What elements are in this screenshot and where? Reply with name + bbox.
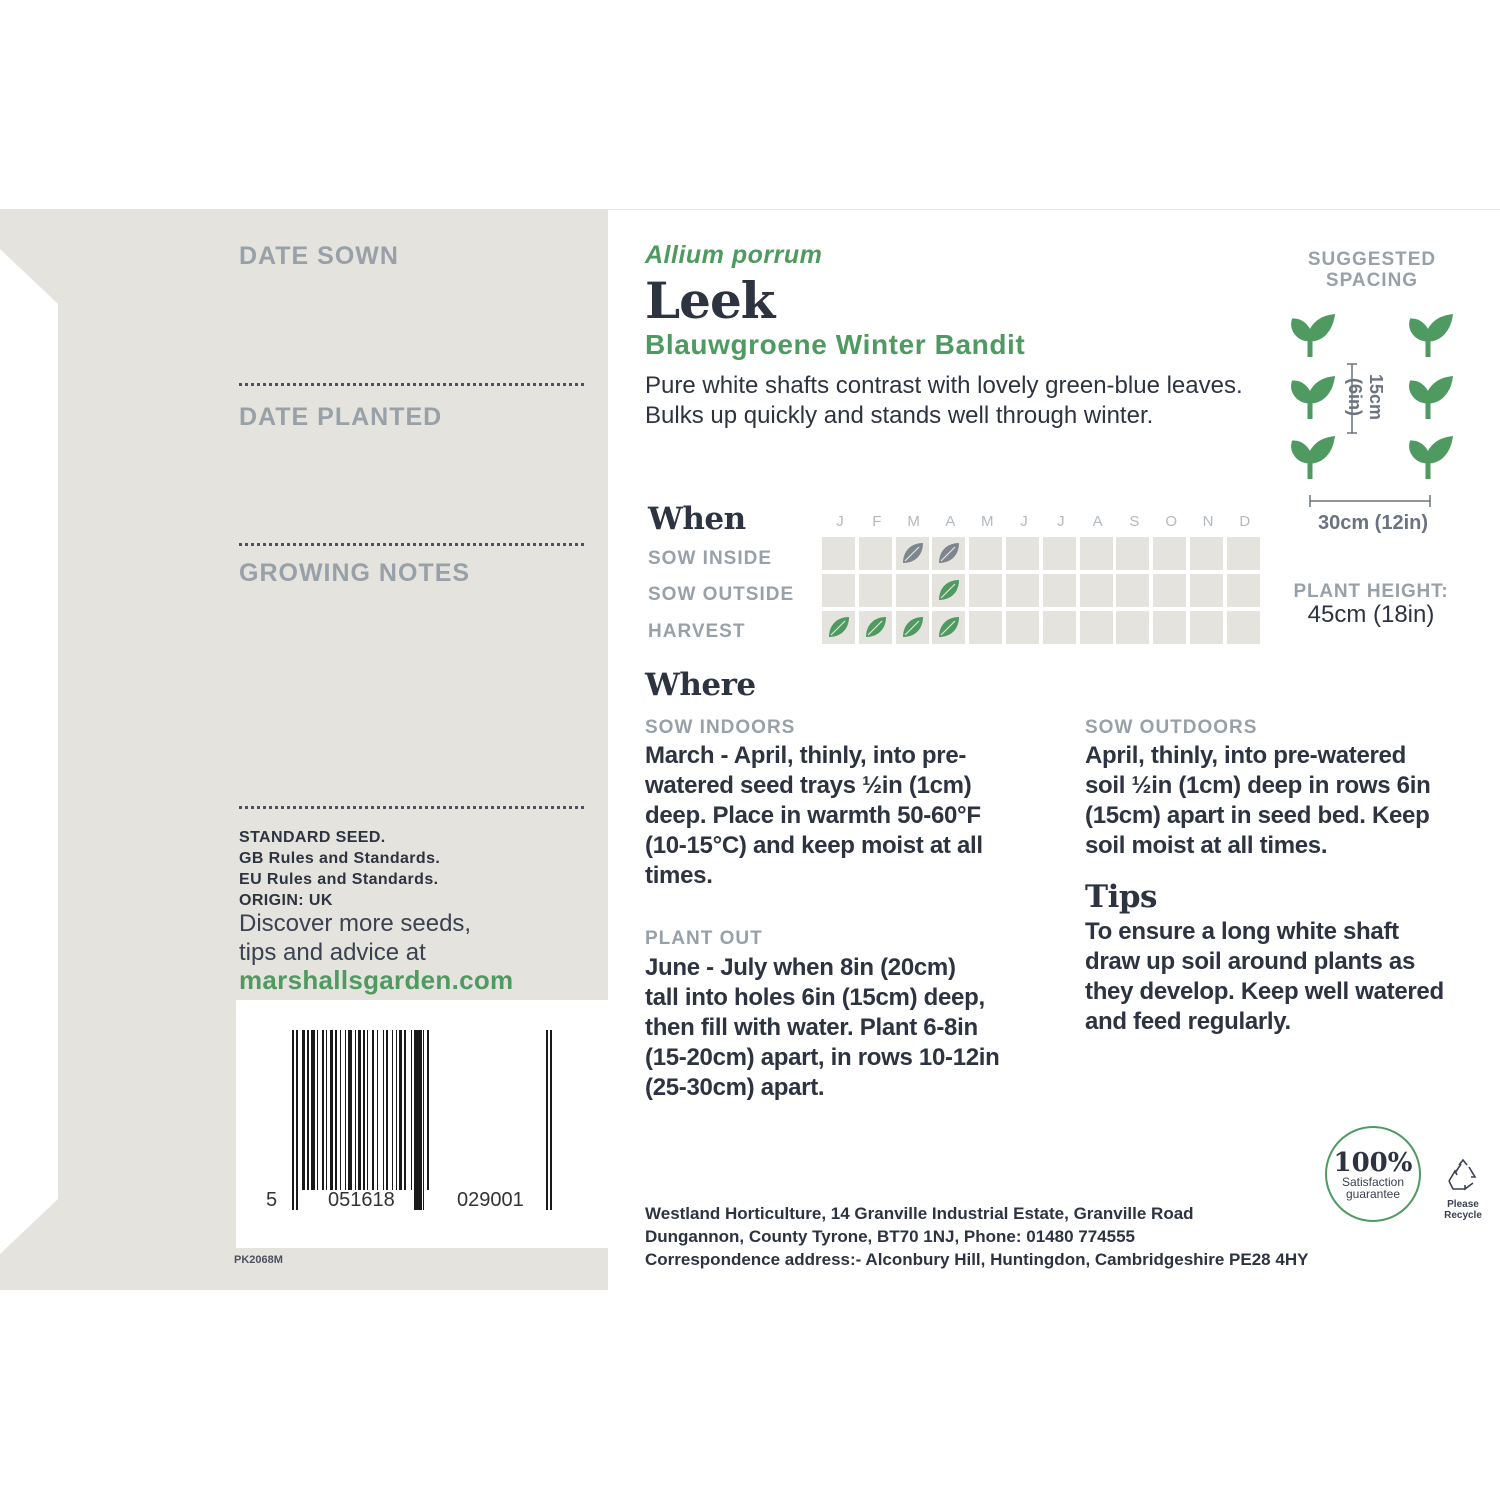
text-line: then fill with water. Plant 6-8in <box>645 1014 978 1041</box>
calendar-cell <box>859 611 892 644</box>
month-label: M <box>980 513 994 530</box>
badge-percent: 100% <box>1333 1148 1413 1178</box>
barcode-bar <box>396 1030 397 1190</box>
spacing-label <box>1292 249 1452 291</box>
calendar-cell <box>822 611 855 644</box>
barcode-bar <box>345 1030 346 1190</box>
barcode-digits-left: 051618 <box>328 1189 395 1211</box>
address-line: Correspondence address:- Alconbury Hill, Huntingdon, Cambridgeshire PE28 4HY <box>645 1250 1309 1269</box>
barcode-digit-lead: 5 <box>266 1189 278 1211</box>
leaf-icon <box>864 615 888 639</box>
text-line: To ensure a long white shaft <box>1085 918 1399 945</box>
plant-height-label: PLANT HEIGHT: <box>1293 581 1449 602</box>
barcode-bar <box>307 1030 309 1190</box>
month-header <box>822 513 1262 533</box>
barcode-bar <box>355 1030 356 1190</box>
barcode-bar <box>367 1030 368 1190</box>
harvest-label: HARVEST <box>648 621 746 642</box>
calendar-cell <box>822 537 855 570</box>
discover-line: tips and advice at <box>239 939 426 966</box>
growing-notes-label: GROWING NOTES <box>239 559 471 587</box>
spacing-label-line: SUGGESTED <box>1307 249 1437 270</box>
sow-indoors-label: SOW INDOORS <box>645 717 796 738</box>
barcode-guard-bar <box>296 1030 298 1210</box>
text-line: (10-15°C) and keep moist at all <box>645 832 983 859</box>
leaf-icon <box>827 615 851 639</box>
recycle-mark <box>1440 1159 1486 1221</box>
leaf-icon <box>901 615 925 639</box>
text-line: soil ½in (1cm) deep in rows 6in <box>1085 772 1431 799</box>
text-line: (15cm) apart in seed bed. Keep <box>1085 802 1430 829</box>
calendar-cell <box>1116 537 1149 570</box>
divider <box>239 806 584 809</box>
month-label: J <box>1057 513 1065 530</box>
barcode-guard-bar <box>420 1030 422 1210</box>
calendar-cell <box>1080 574 1113 607</box>
month-label: J <box>836 513 844 530</box>
where-heading: Where <box>645 667 756 703</box>
description: Pure white shafts contrast with lovely green-blue leaves. Bulks up quickly and stands well through winter. <box>645 372 1243 429</box>
calendar-cell <box>1043 537 1076 570</box>
product-code: PK2068M <box>234 1254 283 1266</box>
calendar-cell <box>1153 611 1186 644</box>
sow-outside-label: SOW OUTSIDE <box>648 584 795 605</box>
calendar-cell <box>1080 611 1113 644</box>
satisfaction-badge <box>1325 1126 1421 1222</box>
variety-name: Blauwgroene Winter Bandit <box>645 329 1026 360</box>
barcode-bar <box>411 1030 412 1190</box>
barcode-guard-bar <box>416 1030 418 1210</box>
tips-text <box>1085 917 1444 1037</box>
leaf-icon <box>901 541 925 565</box>
barcode-bar <box>383 1030 384 1190</box>
barcode-bar <box>340 1030 341 1190</box>
row-spacing-text: 15cm (6in) <box>1345 373 1386 421</box>
discover-line: Discover more seeds, <box>239 910 472 937</box>
leaf-icon <box>937 541 961 565</box>
text-line: tall into holes 6in (15cm) deep, <box>645 984 985 1011</box>
website-link[interactable]: marshallsgarden.com <box>239 965 514 995</box>
address-line: Dungannon, County Tyrone, BT70 1NJ, Phone: 01480 774555 <box>645 1227 1135 1246</box>
calendar-cell <box>1006 537 1039 570</box>
spacing-label-line: SPACING <box>1325 270 1419 291</box>
company-address <box>645 1202 1308 1271</box>
divider <box>239 543 584 546</box>
plant-out-text <box>645 953 1000 1103</box>
month-label: F <box>872 513 882 530</box>
seedling-icon <box>1294 439 1332 479</box>
sow-outdoors-text <box>1085 741 1430 861</box>
calendar-cell <box>1190 611 1223 644</box>
calendar-cell <box>932 537 965 570</box>
month-label: S <box>1129 513 1140 530</box>
barcode-guard-bar <box>550 1030 552 1210</box>
calendar-cell <box>1227 611 1260 644</box>
standard-line: GB Rules and Standards. <box>239 850 441 867</box>
text-line: draw up soil around plants as <box>1085 948 1416 975</box>
calendar-cell <box>1190 537 1223 570</box>
calendar-cell <box>896 537 929 570</box>
seedling-icon <box>1294 379 1332 419</box>
standard-line: STANDARD SEED. <box>239 829 386 846</box>
date-sown-label: DATE SOWN <box>239 242 399 270</box>
badge-text: guarantee <box>1345 1187 1401 1201</box>
barcode-digits-right: 029001 <box>457 1189 524 1211</box>
barcode-bar <box>311 1030 315 1190</box>
leaf-icon <box>937 615 961 639</box>
tips-heading: Tips <box>1085 879 1157 915</box>
month-label: O <box>1165 513 1178 530</box>
barcode-bar <box>423 1030 424 1210</box>
plant-spacing-text: 30cm (12in) <box>1317 512 1429 534</box>
calendar-cell <box>1080 537 1113 570</box>
calendar-cell <box>896 611 929 644</box>
text-line: April, thinly, into pre-watered <box>1085 742 1406 769</box>
sow-inside-label: SOW INSIDE <box>648 548 773 569</box>
barcode-bar <box>386 1030 388 1190</box>
barcode-bar <box>348 1030 352 1190</box>
calendar-cell <box>1153 537 1186 570</box>
calendar-cell <box>859 574 892 607</box>
barcode-bar <box>317 1030 318 1190</box>
barcode-bar <box>363 1030 365 1190</box>
month-label: A <box>1092 513 1103 530</box>
text-line: (25-30cm) apart. <box>645 1074 825 1101</box>
page-title: Leek <box>645 271 775 330</box>
seedling-icon <box>1412 379 1450 419</box>
barcode-bar <box>358 1030 361 1190</box>
calendar-cell <box>1116 611 1149 644</box>
sow-outdoors-label: SOW OUTDOORS <box>1085 717 1258 738</box>
standard-line: ORIGIN: UK <box>239 892 333 909</box>
barcode-bar <box>302 1030 305 1190</box>
calendar-cell <box>1116 574 1149 607</box>
text-line: deep. Place in warmth 50-60°F <box>645 802 981 829</box>
calendar-cell <box>1006 611 1039 644</box>
recycle-icon <box>1445 1159 1481 1195</box>
barcode-bar <box>335 1030 337 1190</box>
barcode-bar <box>372 1030 374 1190</box>
text-line: (15-20cm) apart, in rows 10-12in <box>645 1044 1000 1071</box>
plant-out-label: PLANT OUT <box>645 928 763 949</box>
month-label: N <box>1202 513 1214 530</box>
seed-standards <box>239 827 440 911</box>
month-label: J <box>1020 513 1028 530</box>
standard-line: EU Rules and Standards. <box>239 871 439 888</box>
calendar-cell <box>932 611 965 644</box>
text-line: watered seed trays ½in (1cm) <box>645 772 972 799</box>
barcode-bar <box>399 1030 402 1190</box>
badge-text: Satisfaction <box>1341 1175 1405 1189</box>
calendar-cell <box>1190 574 1223 607</box>
address-line: Westland Horticulture, 14 Granville Industrial Estate, Granville Road <box>645 1204 1194 1223</box>
date-planted-label: DATE PLANTED <box>239 403 443 431</box>
when-heading: When <box>648 501 746 537</box>
discover-text <box>239 909 471 967</box>
seedling-icon <box>1412 317 1450 357</box>
barcode <box>236 1000 608 1248</box>
text-line: times. <box>645 862 713 889</box>
text-line: March - April, thinly, into pre- <box>645 742 967 769</box>
divider <box>239 383 584 386</box>
calendar-cell <box>1227 574 1260 607</box>
barcode-bar <box>377 1030 378 1190</box>
notes-panel <box>0 209 608 1290</box>
calendar-cell <box>1227 537 1260 570</box>
latin-name: Allium porrum <box>645 241 823 269</box>
barcode-bar <box>414 1030 416 1210</box>
calendar-cell <box>1043 574 1076 607</box>
barcode-bar <box>322 1030 324 1190</box>
text-line: and feed regularly. <box>1085 1008 1291 1035</box>
barcode-area <box>236 1000 608 1248</box>
calendar-cell <box>969 611 1002 644</box>
barcode-bar <box>392 1030 393 1190</box>
barcode-bar <box>330 1030 333 1190</box>
seedling-icon <box>1294 317 1332 357</box>
plant-height-value: 45cm (18in) <box>1307 601 1435 628</box>
barcode-bar <box>427 1030 429 1190</box>
text-line: they develop. Keep well watered <box>1085 978 1444 1005</box>
calendar-cell <box>1043 611 1076 644</box>
barcode-guard-bar <box>292 1030 294 1210</box>
text-line: soil moist at all times. <box>1085 832 1328 859</box>
text-line: June - July when 8in (20cm) <box>645 954 956 981</box>
recycle-text: Recycle <box>1444 1210 1482 1221</box>
barcode-guard-bar <box>546 1030 548 1210</box>
month-label: A <box>945 513 956 530</box>
calendar-cell <box>969 537 1002 570</box>
seed-packet <box>0 209 1500 1290</box>
calendar-cell <box>1153 574 1186 607</box>
calendar-cell <box>932 574 965 607</box>
barcode-bar <box>404 1030 406 1190</box>
calendar-cell <box>1006 574 1039 607</box>
calendar-cell <box>969 574 1002 607</box>
seedling-icon <box>1412 439 1450 479</box>
leaf-icon <box>937 578 961 602</box>
month-label: M <box>907 513 920 530</box>
calendar-cell <box>896 574 929 607</box>
calendar-cell <box>822 574 855 607</box>
recycle-text: Please <box>1447 1199 1479 1210</box>
barcode-bar <box>326 1030 327 1190</box>
calendar-cell <box>859 537 892 570</box>
month-label: D <box>1239 513 1251 530</box>
sow-indoors-text <box>645 741 983 891</box>
